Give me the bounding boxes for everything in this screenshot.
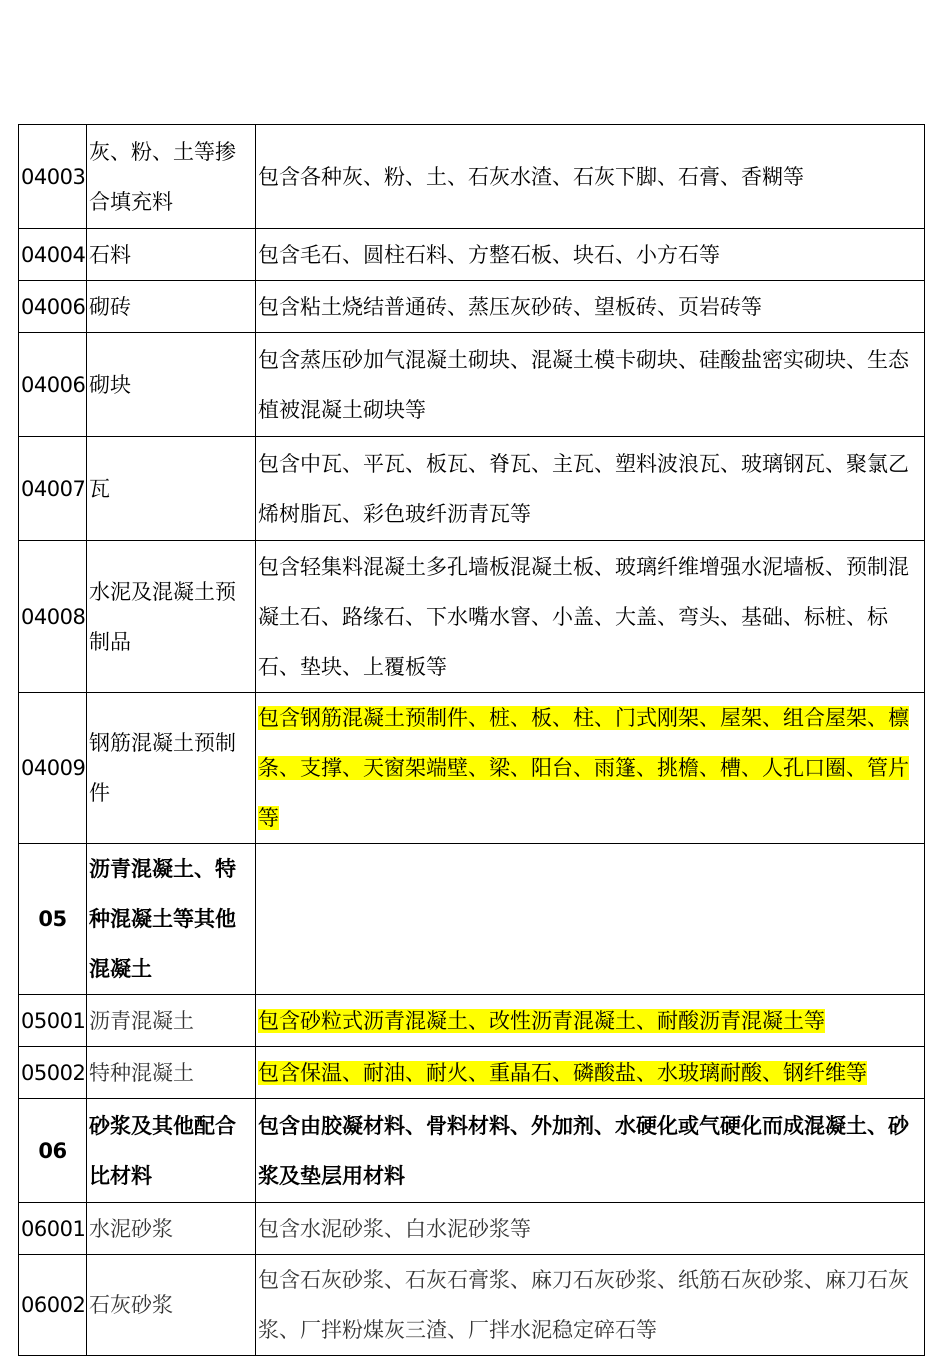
row-name: 瓦 <box>87 437 256 541</box>
row-description: 包含粘土烧结普通砖、蒸压灰砂砖、望板砖、页岩砖等 <box>256 281 925 333</box>
section-code: 06 <box>19 1099 87 1203</box>
highlighted-text: 包含钢筋混凝土预制件、桩、板、柱、门式刚架、屋架、组合屋架、檩条、支撑、天窗架端壁、梁、阳台、雨篷、挑檐、槽、人孔口圈、管片等 <box>258 706 909 830</box>
row-description: 包含蒸压砂加气混凝土砌块、混凝土模卡砌块、硅酸盐密实砌块、生态植被混凝土砌块等 <box>256 333 925 437</box>
table-row <box>19 1099 925 1203</box>
material-code-table <box>18 124 925 1356</box>
row-description: 包含由胶凝材料、骨料材料、外加剂、水硬化或气硬化而成混凝土、砂浆及垫层用材料 <box>256 1099 925 1203</box>
row-description: 包含石灰砂浆、石灰石膏浆、麻刀石灰砂浆、纸筋石灰砂浆、麻刀石灰浆、厂拌粉煤灰三渣、厂拌水泥稳定碎石等 <box>256 1255 925 1356</box>
row-description <box>256 995 925 1047</box>
row-description: 包含水泥砂浆、白水泥砂浆等 <box>256 1203 925 1255</box>
table-row <box>19 229 925 281</box>
row-name: 特种混凝土 <box>87 1047 256 1099</box>
table-row <box>19 1255 925 1356</box>
table-row <box>19 281 925 333</box>
section-code: 05 <box>19 844 87 995</box>
table-row <box>19 1047 925 1099</box>
row-description: 包含各种灰、粉、土、石灰水渣、石灰下脚、石膏、香糊等 <box>256 125 925 229</box>
highlighted-text: 包含保温、耐油、耐火、重晶石、磷酸盐、水玻璃耐酸、钢纤维等 <box>258 1060 867 1085</box>
row-description: 包含轻集料混凝土多孔墙板混凝土板、玻璃纤维增强水泥墙板、预制混凝土石、路缘石、下水嘴水窨、小盖、大盖、弯头、基础、标桩、标石、垫块、上覆板等 <box>256 541 925 693</box>
row-code: 04003 <box>19 125 87 229</box>
table-row <box>19 333 925 437</box>
row-code: 05001 <box>19 995 87 1047</box>
row-description: 包含毛石、圆柱石料、方整石板、块石、小方石等 <box>256 229 925 281</box>
row-name: 钢筋混凝土预制件 <box>87 693 256 844</box>
table-row <box>19 693 925 844</box>
row-code: 04006 <box>19 281 87 333</box>
row-code: 06001 <box>19 1203 87 1255</box>
row-description <box>256 844 925 995</box>
row-code: 04006 <box>19 333 87 437</box>
row-name: 石灰砂浆 <box>87 1255 256 1356</box>
row-name: 水泥砂浆 <box>87 1203 256 1255</box>
row-name: 石料 <box>87 229 256 281</box>
row-description: 包含中瓦、平瓦、板瓦、脊瓦、主瓦、塑料波浪瓦、玻璃钢瓦、聚氯乙烯树脂瓦、彩色玻纤沥青瓦等 <box>256 437 925 541</box>
table-row <box>19 541 925 693</box>
row-name: 砌砖 <box>87 281 256 333</box>
table-row <box>19 1203 925 1255</box>
table-row <box>19 437 925 541</box>
row-name: 水泥及混凝土预制品 <box>87 541 256 693</box>
highlighted-text: 包含砂粒式沥青混凝土、改性沥青混凝土、耐酸沥青混凝土等 <box>258 1008 825 1033</box>
row-code: 04009 <box>19 693 87 844</box>
row-code: 04007 <box>19 437 87 541</box>
row-description <box>256 693 925 844</box>
row-code: 04004 <box>19 229 87 281</box>
row-name: 灰、粉、土等掺合填充料 <box>87 125 256 229</box>
row-code: 05002 <box>19 1047 87 1099</box>
table-row <box>19 125 925 229</box>
row-code: 04008 <box>19 541 87 693</box>
row-description <box>256 1047 925 1099</box>
row-name: 沥青混凝土 <box>87 995 256 1047</box>
table-row <box>19 844 925 995</box>
table-row <box>19 995 925 1047</box>
row-name: 砌块 <box>87 333 256 437</box>
section-name: 砂浆及其他配合比材料 <box>87 1099 256 1203</box>
section-name: 沥青混凝土、特种混凝土等其他混凝土 <box>87 844 256 995</box>
row-code: 06002 <box>19 1255 87 1356</box>
